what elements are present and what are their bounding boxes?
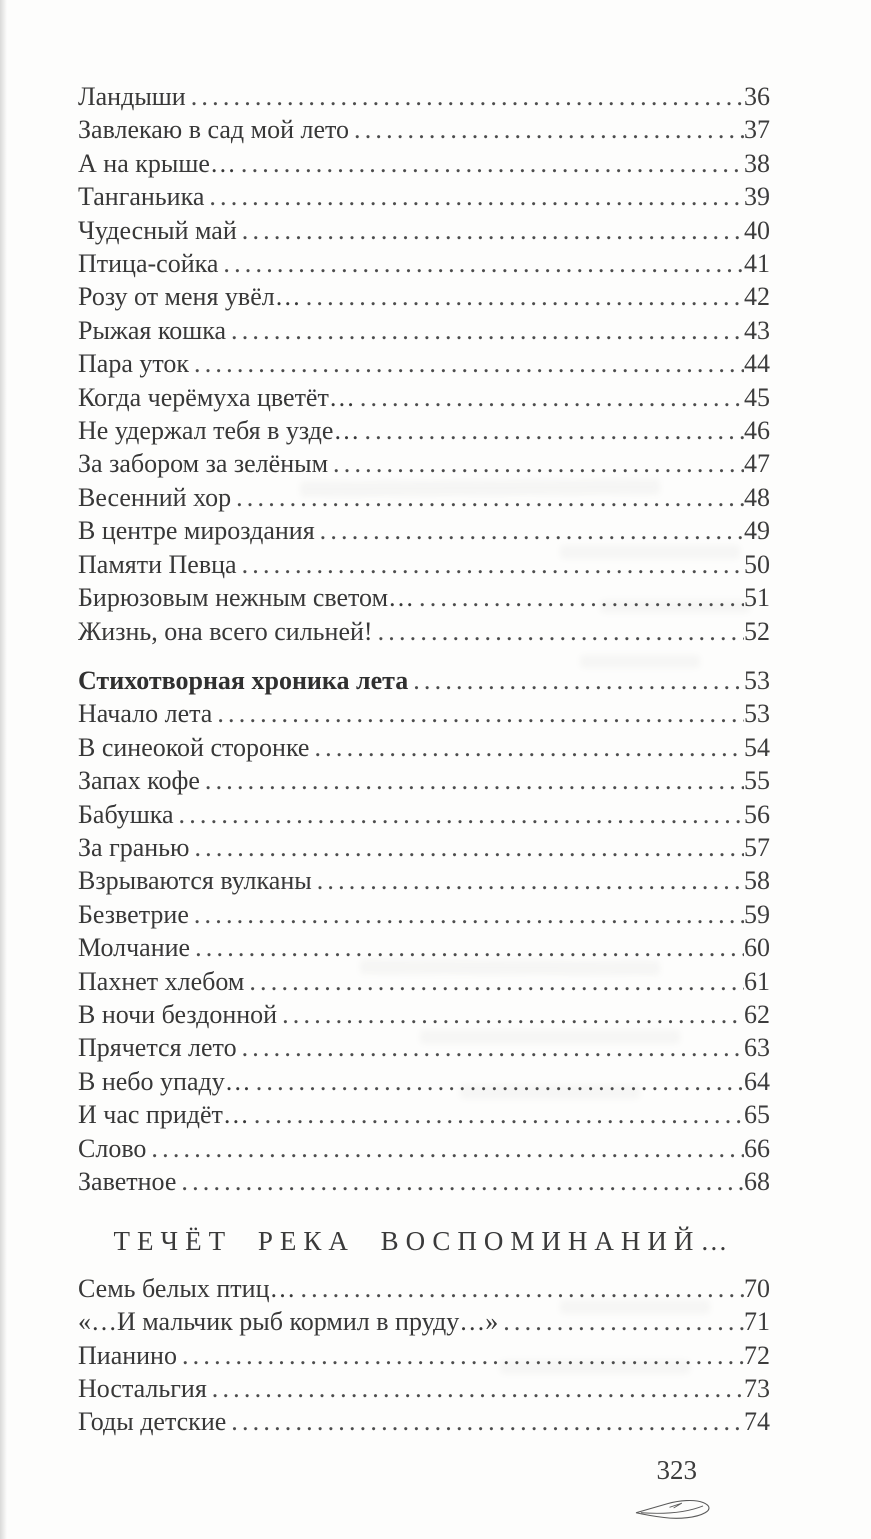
toc-group — [78, 80, 770, 648]
toc-entry-page: 53 — [744, 699, 770, 729]
dot-leader — [254, 1098, 744, 1131]
toc-entry-title: За гранью — [78, 832, 190, 862]
dot-leader — [503, 1305, 744, 1338]
toc-entry-title: В синеокой сторонке — [78, 732, 310, 762]
dot-leader — [231, 1405, 744, 1438]
toc-entry — [78, 798, 770, 831]
toc-entry — [78, 664, 770, 697]
toc-entry-page: 43 — [744, 315, 770, 345]
toc-entry — [78, 998, 770, 1031]
toc-entry-title: Заветное — [78, 1167, 177, 1196]
toc-entry-page: 58 — [744, 866, 770, 896]
toc-entry-page: 45 — [744, 382, 770, 412]
dot-leader — [306, 280, 744, 313]
toc-entry — [78, 113, 770, 146]
toc-entry — [78, 731, 770, 764]
toc-entry — [78, 147, 770, 180]
toc-entry — [78, 965, 770, 998]
dot-leader — [314, 731, 744, 764]
toc-entry-title: Ностальгия — [78, 1374, 207, 1404]
toc-entry — [78, 1031, 770, 1064]
toc-entry — [78, 1272, 770, 1305]
toc-group — [78, 1272, 770, 1439]
toc-entry-page: 68 — [744, 1167, 770, 1196]
toc-entry-page: 36 — [744, 82, 770, 111]
toc-entry-page: 62 — [744, 999, 770, 1029]
toc-entry-page: 65 — [744, 1100, 770, 1130]
dot-leader — [360, 381, 744, 414]
toc-entry — [78, 514, 770, 547]
dot-leader — [354, 113, 744, 146]
toc-group — [78, 664, 770, 1199]
toc-entry-title: «…И мальчик рыб кормил в пруду…» — [78, 1307, 499, 1337]
toc-entry-page: 66 — [744, 1133, 770, 1163]
toc-entry — [78, 1305, 770, 1338]
dot-leader — [242, 214, 744, 247]
dot-leader — [378, 615, 744, 648]
toc-entry — [78, 481, 770, 514]
dot-leader — [249, 965, 744, 998]
toc-entry — [78, 1132, 770, 1165]
toc-entry-page: 63 — [744, 1033, 770, 1063]
toc-entry-title: Птица-сойка — [78, 249, 219, 279]
feather-icon — [634, 1495, 716, 1525]
toc-entry-page: 59 — [744, 899, 770, 929]
toc-entry — [78, 381, 770, 414]
toc-entry-page: 70 — [744, 1273, 770, 1303]
toc-entry-title: Молчание — [78, 933, 191, 963]
toc-entry-page: 74 — [744, 1407, 770, 1437]
toc-entry — [78, 80, 770, 113]
toc-entry — [78, 1372, 770, 1405]
toc-entry — [78, 1065, 770, 1098]
toc-entry — [78, 548, 770, 581]
dot-leader — [236, 481, 744, 514]
toc-entry-title: За забором за зелёным — [78, 449, 329, 479]
dot-leader — [317, 864, 744, 897]
dot-leader — [242, 1031, 744, 1064]
toc-entry — [78, 831, 770, 864]
dot-leader — [209, 180, 744, 213]
dot-leader — [205, 764, 744, 797]
toc-entry-title: Безветрие — [78, 899, 189, 929]
scan-edge-shadow — [0, 0, 7, 1539]
dot-leader — [241, 147, 744, 180]
toc-entry-title: В ночи бездонной — [78, 999, 278, 1029]
toc-entry — [78, 931, 770, 964]
toc-entry-page: 42 — [744, 282, 770, 312]
toc-entry-page: 46 — [744, 416, 770, 446]
toc-entry-page: 54 — [744, 732, 770, 762]
toc-entry-title: Пара уток — [78, 349, 190, 379]
toc-entry-page: 72 — [744, 1340, 770, 1370]
toc-entry-page: 52 — [744, 616, 770, 646]
toc-entry-title: Бабушка — [78, 799, 174, 829]
toc-entry — [78, 280, 770, 313]
page-number: 323 — [656, 1455, 697, 1485]
toc-entry — [78, 1098, 770, 1131]
toc-entry-title: Бирюзовым нежным светом… — [78, 583, 415, 613]
toc-entry — [78, 764, 770, 797]
toc-entry-page: 57 — [744, 832, 770, 862]
toc-entry-title: В небо упаду… — [78, 1066, 251, 1096]
toc-entry — [78, 615, 770, 648]
toc-entry-page: 71 — [744, 1307, 770, 1337]
toc-entry-page: 38 — [744, 148, 770, 178]
dot-leader — [242, 548, 744, 581]
toc-entry-title: Запах кофе — [78, 766, 200, 796]
dot-leader — [419, 581, 744, 614]
dot-leader — [179, 798, 744, 831]
toc-entry-title: Прячется лето — [78, 1033, 237, 1063]
toc-entry — [78, 347, 770, 380]
toc-entry — [78, 214, 770, 247]
dot-leader — [256, 1065, 744, 1098]
toc-entry — [78, 414, 770, 447]
toc-entry-page: 51 — [744, 583, 770, 613]
dot-leader — [194, 831, 744, 864]
toc-entry-page: 41 — [744, 249, 770, 279]
toc-entry-title: Завлекаю в сад мой лето — [78, 115, 350, 145]
toc-entry — [78, 1339, 770, 1372]
dot-leader — [151, 1132, 744, 1165]
toc-entry-page: 44 — [744, 349, 770, 379]
section-heading: ТЕЧЁТ РЕКА ВОСПОМИНАНИЙ… — [113, 1226, 735, 1257]
toc-entry — [78, 314, 770, 347]
toc-entry-title: И час придёт… — [78, 1100, 249, 1130]
toc-entry-title: Розу от меня увёл… — [78, 282, 301, 312]
toc-entry-page: 50 — [744, 549, 770, 579]
toc-entry — [78, 697, 770, 730]
table-of-contents — [78, 80, 770, 1439]
dot-leader — [194, 898, 744, 931]
toc-entry-page: 40 — [744, 215, 770, 245]
dot-leader — [194, 347, 744, 380]
dot-leader — [181, 1165, 744, 1198]
toc-entry-title: Когда черёмуха цветёт… — [78, 382, 355, 412]
toc-entry-page: 73 — [744, 1374, 770, 1404]
toc-entry — [78, 864, 770, 897]
toc-entry-page: 61 — [744, 966, 770, 996]
toc-entry-page: 53 — [744, 665, 770, 695]
toc-entry-title: Взрываются вулканы — [78, 866, 312, 896]
toc-entry — [78, 898, 770, 931]
toc-entry-title: Начало лета — [78, 699, 213, 729]
toc-entry-title: А на крыше… — [78, 148, 236, 178]
dot-leader — [231, 314, 744, 347]
toc-entry-title: Рыжая кошка — [78, 315, 227, 345]
dot-leader — [212, 1372, 744, 1405]
toc-entry — [78, 1405, 770, 1438]
dot-leader — [333, 447, 744, 480]
toc-entry-title: Стихотворная хроника лета — [78, 665, 409, 695]
toc-entry-title: Пианино — [78, 1340, 177, 1370]
dot-leader — [217, 697, 744, 730]
toc-entry — [78, 247, 770, 280]
toc-entry-page: 60 — [744, 933, 770, 963]
dot-leader — [223, 247, 744, 280]
toc-entry-title: Слово — [78, 1133, 147, 1163]
toc-entry-title: Жизнь, она всего сильней! — [78, 616, 373, 646]
toc-entry-page: 49 — [744, 516, 770, 546]
dot-leader — [300, 1272, 744, 1305]
toc-entry-title: Ландыши — [78, 82, 186, 111]
toc-entry — [78, 180, 770, 213]
dot-leader — [182, 1339, 744, 1372]
toc-entry-page: 56 — [744, 799, 770, 829]
toc-entry-page: 64 — [744, 1066, 770, 1096]
toc-entry-title: Годы детские — [78, 1407, 227, 1437]
toc-entry-title: Не удержал тебя в узде… — [78, 416, 360, 446]
toc-entry-page: 47 — [744, 449, 770, 479]
dot-leader — [364, 414, 744, 447]
dot-leader — [195, 931, 744, 964]
dot-leader — [282, 998, 744, 1031]
toc-entry-title: Танганьика — [78, 182, 205, 212]
toc-entry — [78, 1165, 770, 1198]
toc-entry-page: 37 — [744, 115, 770, 145]
toc-entry-title: В центре мироздания — [78, 516, 315, 546]
toc-entry-page: 55 — [744, 766, 770, 796]
dot-leader — [191, 80, 744, 113]
toc-entry-title: Чудесный май — [78, 215, 237, 245]
toc-entry-title: Пахнет хлебом — [78, 966, 245, 996]
toc-entry — [78, 581, 770, 614]
toc-entry — [78, 447, 770, 480]
dot-leader — [413, 664, 744, 697]
toc-entry-title: Весенний хор — [78, 482, 232, 512]
toc-entry-page: 48 — [744, 482, 770, 512]
dot-leader — [320, 514, 744, 547]
toc-entry-title: Семь белых птиц… — [78, 1273, 296, 1303]
toc-entry-title: Памяти Певца — [78, 549, 237, 579]
toc-entry-page: 39 — [744, 182, 770, 212]
